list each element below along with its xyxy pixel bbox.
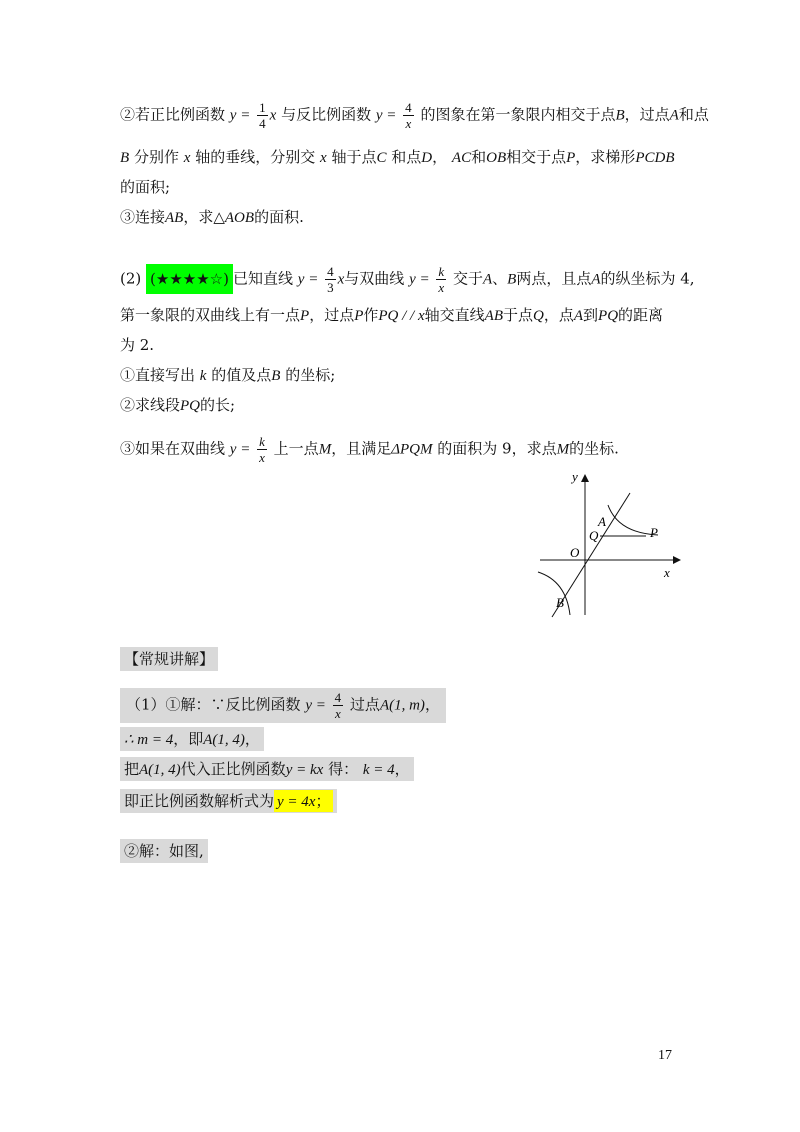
text: 的坐标.	[569, 439, 619, 458]
text: ；	[315, 792, 331, 810]
text: 代入正比例函数	[180, 760, 286, 778]
math: A(1, m)	[379, 697, 425, 714]
math: PCDB	[635, 150, 675, 166]
text: 轴交直线	[424, 306, 485, 324]
q1-part2-line1	[120, 100, 709, 131]
text: ③如果在双曲线	[120, 439, 226, 458]
math: OB	[486, 150, 507, 166]
text: 的值及点	[211, 366, 272, 384]
hyperbola-branch-2	[538, 572, 570, 615]
numerator: 4	[334, 690, 342, 705]
solution-heading	[120, 648, 218, 670]
math: P	[300, 308, 310, 324]
text: 的面积为 9，求点	[437, 439, 557, 458]
math: x	[337, 271, 345, 288]
math: y =	[297, 271, 319, 288]
denominator: 4	[259, 116, 266, 131]
text: ②求线段	[120, 396, 181, 414]
fraction	[325, 264, 336, 295]
math: AB	[484, 308, 503, 324]
math: C	[376, 150, 387, 166]
math: AB	[165, 210, 184, 226]
q1-part3	[120, 206, 304, 229]
label-q: Q	[589, 528, 599, 543]
numerator: k	[438, 264, 445, 279]
text: 和	[471, 148, 487, 166]
text: 把	[124, 760, 140, 778]
text: ，过点	[309, 306, 355, 324]
fraction	[257, 100, 268, 131]
text: 作	[363, 306, 379, 324]
label-b: B	[556, 595, 564, 610]
hyperbola-figure	[530, 465, 690, 625]
text: 的距离	[618, 306, 664, 324]
math: Q	[533, 308, 544, 324]
label-y: y	[572, 469, 578, 484]
math: M	[556, 441, 570, 458]
numerator: k	[259, 434, 265, 449]
q2-line3	[120, 334, 154, 356]
text: 和点	[678, 105, 709, 124]
math: x	[320, 150, 327, 166]
solution-line2	[120, 728, 264, 751]
math: PQ	[598, 308, 619, 324]
fraction	[333, 690, 344, 721]
math: A	[482, 271, 493, 288]
text: 上一点	[273, 439, 319, 458]
text: ，	[424, 695, 440, 714]
denominator: x	[438, 280, 445, 295]
math: y =	[375, 107, 397, 124]
text: 第一象限的双曲线上有一点	[120, 306, 301, 324]
text: 与反比例函数	[281, 105, 372, 124]
math: PQ	[180, 398, 201, 414]
text: 与双曲线	[344, 269, 405, 288]
text: ，过点	[624, 105, 670, 124]
text: ②若正比例函数	[120, 105, 226, 124]
q1-part2-line3	[120, 176, 170, 198]
q2-sub2	[120, 394, 235, 417]
text: 为 2.	[120, 336, 155, 354]
text: 的图象在第一象限内相交于点	[420, 105, 616, 124]
text: 的纵坐标为 4,	[600, 269, 695, 288]
math: A	[669, 107, 679, 124]
math: k	[199, 368, 207, 384]
text: 和点	[391, 148, 422, 166]
text: 分别作	[133, 148, 179, 166]
text: 于点	[502, 306, 533, 324]
math: B	[120, 150, 130, 166]
denominator: x	[259, 450, 265, 465]
math: x	[269, 107, 277, 124]
text: ①直接写出	[120, 366, 196, 384]
text: ，即	[173, 730, 204, 748]
math: △AOB	[213, 210, 255, 226]
text: 轴的垂线，分别交	[195, 148, 316, 166]
math: B	[271, 368, 281, 384]
text: ③连接	[120, 208, 166, 226]
numerator: 4	[327, 264, 334, 279]
math: A(1, 4)	[203, 732, 245, 748]
math: B	[507, 271, 517, 288]
question-number: (2)	[120, 269, 142, 288]
math: A	[591, 271, 601, 288]
text: 即正比例函数解析式为	[124, 792, 275, 810]
fraction	[436, 264, 446, 295]
q2-line2	[120, 304, 663, 327]
text: 的坐标;	[285, 366, 336, 384]
text: 到	[583, 306, 599, 324]
text: 相交于点	[506, 148, 567, 166]
text: ，求	[183, 208, 214, 226]
math: A(1, 4)	[139, 762, 181, 778]
solution-line5	[120, 840, 208, 862]
solution-line3	[120, 758, 414, 781]
text: 过点	[349, 695, 380, 714]
denominator: x	[405, 116, 412, 131]
math: x	[183, 150, 191, 166]
numerator: 1	[259, 100, 266, 115]
text: ②解：如图,	[120, 839, 208, 863]
difficulty-badge: (★★★★☆)	[146, 264, 233, 294]
q2-sub1	[120, 364, 335, 387]
q1-part2-line2	[120, 146, 674, 169]
math: A	[573, 308, 584, 324]
math: D	[421, 150, 433, 166]
highlight-block	[120, 727, 264, 751]
text: ，	[244, 730, 260, 748]
highlight-block	[120, 688, 446, 723]
text: 的长;	[200, 396, 236, 414]
label-p: P	[650, 525, 658, 540]
fraction	[257, 434, 267, 465]
label-x: x	[664, 565, 670, 580]
text: ，且满足	[331, 439, 392, 458]
math: P	[566, 150, 576, 166]
highlight-block	[120, 789, 337, 813]
text: 的面积.	[254, 208, 304, 226]
math: ΔPQM	[391, 441, 433, 458]
math: y =	[229, 441, 251, 458]
answer-highlight	[274, 790, 333, 812]
text: 轴于点	[331, 148, 377, 166]
text: ，	[432, 148, 448, 166]
math: y = 4x	[277, 794, 316, 810]
denominator: x	[335, 706, 341, 721]
math: AC	[451, 150, 472, 166]
page-number: 17	[658, 1048, 672, 1063]
fraction	[403, 100, 414, 131]
math: y =	[229, 107, 251, 124]
math: M	[318, 441, 332, 458]
math: P	[354, 308, 364, 324]
section-heading: 【常规讲解】	[120, 647, 218, 671]
numerator: 4	[405, 100, 412, 115]
math: PQ / / x	[378, 308, 425, 324]
math: B	[615, 107, 625, 124]
text: ，求梯形	[575, 148, 636, 166]
text: 的面积;	[120, 178, 171, 196]
text: 交于	[452, 269, 483, 288]
text: 两点，且点	[516, 269, 592, 288]
q2-sub3	[120, 434, 619, 465]
denominator: 3	[327, 280, 334, 295]
text: 已知直线	[232, 269, 293, 288]
math: y = kx	[285, 762, 324, 778]
math: y =	[305, 697, 326, 714]
solution-line1	[120, 688, 446, 723]
label-o: O	[570, 545, 580, 560]
math: y =	[409, 271, 430, 288]
math: k = 4	[362, 762, 395, 778]
highlight-block	[120, 757, 414, 781]
q2-line1	[120, 264, 695, 295]
text: 、	[492, 269, 508, 288]
math: ∴ m = 4	[124, 732, 174, 748]
text: ，点	[543, 306, 574, 324]
label-a: A	[598, 514, 606, 529]
text: 得：	[328, 760, 359, 778]
text: （1）①解：∵反比例函数	[126, 695, 301, 714]
solution-line4	[120, 790, 337, 813]
text: ，	[394, 760, 410, 778]
